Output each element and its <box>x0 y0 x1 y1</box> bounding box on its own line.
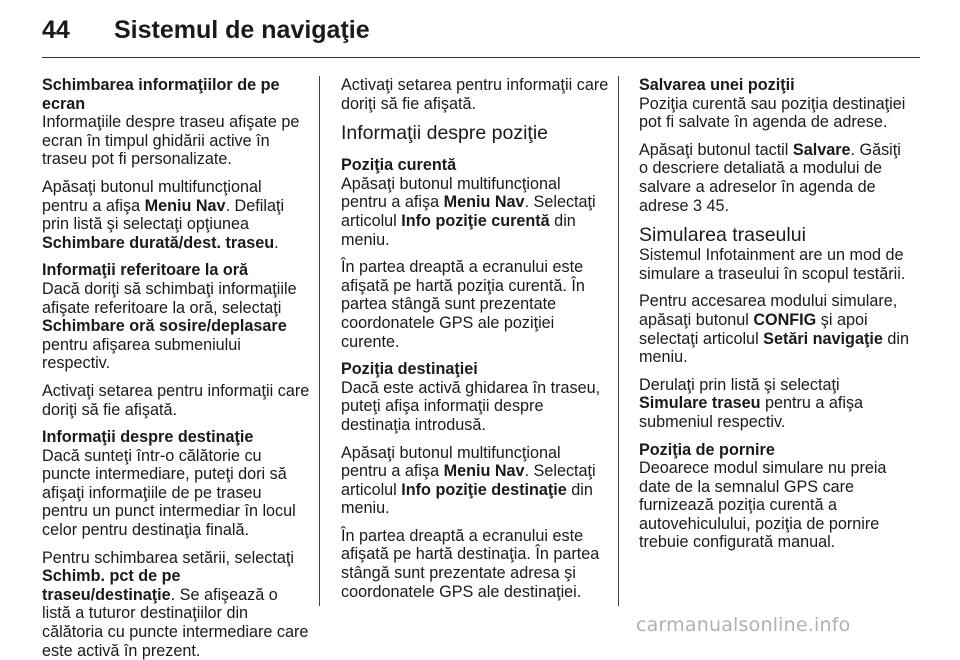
column-divider <box>319 76 320 606</box>
column-divider <box>618 76 619 606</box>
page-title: Sistemul de navigaţie <box>114 16 370 44</box>
menu-term: Meniu Nav <box>144 196 226 215</box>
paragraph: Sistemul Infotainment are un mod de simulare a traseului în scopul testării. <box>639 246 906 283</box>
page-number: 44 <box>42 16 70 44</box>
paragraph: Activaţi setarea pentru informaţii care doriţi să fie afişată. <box>341 76 609 113</box>
section-title: Informaţii despre poziţie <box>341 122 549 145</box>
section-heading: Informaţii despre destinaţie <box>42 428 254 447</box>
paragraph: Apăsaţi butonul multifuncţional pentru a afişa Meniu Nav. Selectaţi articolul Info poziţie curentă din meniu. <box>341 174 596 249</box>
section-heading: Schimbarea informaţiilor de pe ecran <box>42 76 280 113</box>
menu-term: Schimbare durată/dest. traseu <box>42 233 275 252</box>
menu-term: Simulare traseu <box>639 394 761 413</box>
paragraph: În partea dreaptă a ecranului este afişată pe hartă poziţia curentă. În partea stângă sunt prezentate coordonatele GPS ale poziţiei curente. <box>341 258 585 351</box>
paragraph: Dacă este activă ghidarea în traseu, puteţi afişa informaţii despre destinaţia introdusă. <box>341 378 601 434</box>
menu-term: Schimb. pct de pe traseu/destinaţie <box>42 567 181 604</box>
button-term: CONFIG <box>753 310 817 329</box>
column-right <box>639 76 909 552</box>
paragraph: Derulaţi prin listă şi selectaţi Simulare traseu pentru a afişa submeniul respectiv. <box>639 375 864 431</box>
header-divider <box>42 57 920 58</box>
column-middle <box>341 76 609 601</box>
section-heading: Poziţia curentă <box>341 156 457 175</box>
paragraph: Apăsaţi butonul multifuncţional pentru a afişa Meniu Nav. Selectaţi articolul Info poziţie destinaţie din meniu. <box>341 443 596 518</box>
section-heading: Poziţia destinaţiei <box>341 360 478 379</box>
button-term: Salvare <box>792 140 851 159</box>
menu-term: Setări navigaţie <box>763 329 883 348</box>
page-reference[interactable]: 3 45 <box>693 196 725 215</box>
paragraph: Deoarece modul simulare nu preia date de la semnalul GPS care furnizează poziţia curentă a autovehiculului, poziţia de pornire trebuie configurată manual. <box>639 459 887 552</box>
menu-term: Info poziţie curentă <box>401 211 550 230</box>
paragraph: Dacă sunteţi într-o călătorie cu puncte intermediare, puteţi dori să afişaţi informaţiile de pe traseu pentru un punct intermediar în locul celor pentru destinaţia finală. <box>42 446 296 540</box>
section-heading: Salvarea unei poziţii <box>639 76 795 94</box>
column-left <box>42 76 310 660</box>
section-heading: Poziţia de pornire <box>639 440 775 459</box>
section-title: Simularea traseului <box>639 224 806 247</box>
menu-term: Meniu Nav <box>443 462 525 481</box>
paragraph: Dacă doriţi să schimbaţi informaţiile afişate referitoare la oră, selectaţi Schimbare oră sosire/deplasare pentru afişarea submeniului respectiv. <box>42 279 297 373</box>
paragraph: Apăsaţi butonul tactil Salvare. Găsiţi o descriere detaliată a modului de salvare a adreselor în agenda de adrese 3 45. <box>639 140 901 215</box>
page-header <box>42 16 920 56</box>
section-heading: Informaţii referitoare la oră <box>42 261 249 280</box>
menu-term: Info poziţie destinaţie <box>401 480 567 499</box>
menu-term: Schimbare oră sosire/deplasare <box>42 317 287 336</box>
paragraph: Activaţi setarea pentru informaţii care doriţi să fie afişată. <box>42 381 310 419</box>
paragraph: Apăsaţi butonul multifuncţional pentru a afişa Meniu Nav. Defilaţi prin listă şi selectaţi opţiunea Schimbare durată/dest. traseu. <box>42 177 285 252</box>
paragraph: Pentru accesarea modului simulare, apăsaţi butonul CONFIG şi apoi selectaţi articolul Setări navigaţie din meniu. <box>639 292 909 367</box>
paragraph: Poziţia curentă sau poziţia destinaţiei pot fi salvate în agenda de adrese. <box>639 94 906 132</box>
watermark-text: carmanualsonline.info <box>636 614 851 636</box>
menu-term: Meniu Nav <box>443 193 525 212</box>
paragraph: Informaţiile despre traseu afişate pe ecran în timpul ghidării active în traseu pot fi personalizate. <box>42 113 300 169</box>
paragraph: Pentru schimbarea setării, selectaţi Schimb. pct de pe traseu/destinaţie. Se afişează o listă a tuturor destinaţiilor din călătoria cu puncte intermediare care este activă în prezent. <box>42 548 309 660</box>
paragraph: În partea dreaptă a ecranului este afişată pe hartă destinaţia. În partea stângă sunt prezentate adresa şi coordonatele GPS ale destinaţiei. <box>341 526 600 601</box>
